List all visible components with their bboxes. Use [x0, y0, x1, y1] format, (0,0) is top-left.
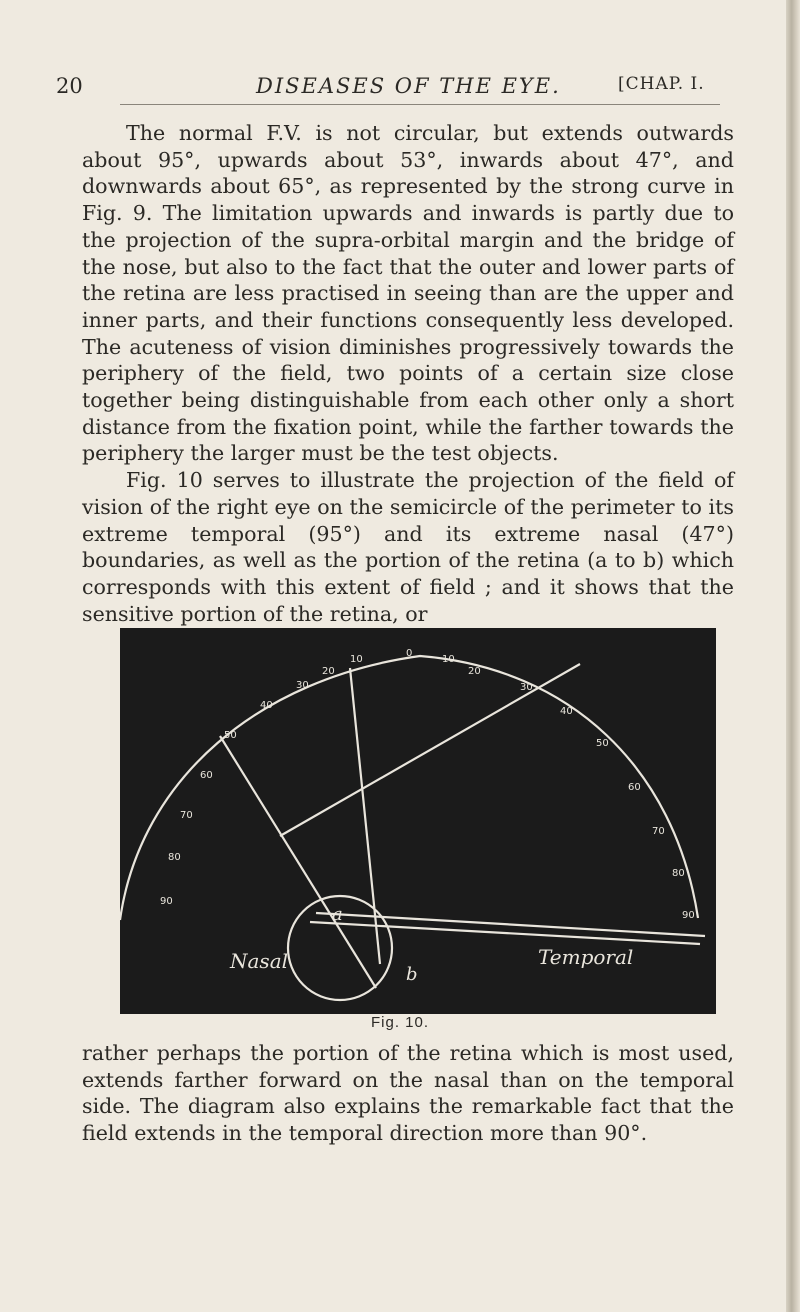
tick-left-20: 20 — [322, 666, 335, 677]
tick-left-80: 80 — [168, 852, 181, 863]
tick-top-center: 0 — [406, 648, 413, 659]
axis-line — [350, 668, 380, 964]
tick-right-70: 70 — [652, 826, 665, 837]
label-b: b — [406, 964, 418, 985]
running-title: DISEASES OF THE EYE. — [256, 74, 561, 98]
upper-text — [82, 120, 734, 627]
tick-top-left: 10 — [350, 654, 363, 665]
tick-top-right: 10 — [442, 654, 455, 665]
page-number: 20 — [56, 74, 83, 98]
tick-left-60: 60 — [200, 770, 213, 781]
paragraph-3: rather perhaps the portion of the retina which is most used, extends farther forward on the nasal than on the temporal side. The diagram also explains the remarkable fact that the field extends in the temporal direction more than 90°. — [82, 1041, 734, 1146]
tick-left-70: 70 — [180, 810, 193, 821]
tick-left-40: 40 — [260, 700, 273, 711]
tick-right-60: 60 — [628, 782, 641, 793]
tick-right-50: 50 — [596, 738, 609, 749]
figure-caption: Fig. 10. — [370, 1014, 430, 1031]
tick-right-90: 90 — [682, 910, 695, 921]
tick-right-40: 40 — [560, 706, 573, 717]
perimeter-diagram — [120, 628, 716, 1014]
running-header — [56, 74, 746, 106]
paragraph-1: The normal F.V. is not circular, but extends outwards about 95°, upwards about 53°, inwards about 47°, and downwards about 65°, as represented by the strong curve in Fig. 9. The limitation upwards and inwards is partly due to the projection of the supra-orbital margin and the bridge of the nose, but also to the fact that the outer and lower parts of the retina are less practised in seeing than are the upper and inner parts, and their functions consequently less developed. The acuteness of vision diminishes progressively towards the periphery of the field, two points of a certain size close together being distinguishable from each other only a short distance from the fixation point, while the farther towards the periphery the larger must be the test objects. — [82, 121, 734, 466]
tick-right-30: 30 — [520, 682, 533, 693]
temporal-line-upper — [280, 664, 580, 836]
tick-right-20: 20 — [468, 666, 481, 677]
header-rule — [120, 104, 720, 105]
lower-text — [82, 1040, 734, 1147]
tick-left-30: 30 — [296, 680, 309, 691]
page-edge — [786, 0, 800, 1312]
tick-right-80: 80 — [672, 868, 685, 879]
tick-left-50: 50 — [224, 730, 237, 741]
label-a: a — [332, 904, 343, 925]
paragraph-2: Fig. 10 serves to illustrate the projection of the field of vision of the right eye on the semicircle of the perimeter to its extreme temporal (95°) and its extreme nasal (47°) boundaries, as well as the portion of the retina (a to b) which corresponds with this extent of field ; and it shows that the sensitive portion of the retina, or — [82, 468, 734, 626]
tick-left-90: 90 — [160, 896, 173, 907]
perimeter-arc — [120, 656, 698, 920]
label-nasal: Nasal — [230, 949, 289, 973]
label-temporal: Temporal — [538, 945, 634, 969]
figure-10 — [120, 628, 716, 1014]
chapter-label: [CHAP. I. — [618, 74, 705, 94]
